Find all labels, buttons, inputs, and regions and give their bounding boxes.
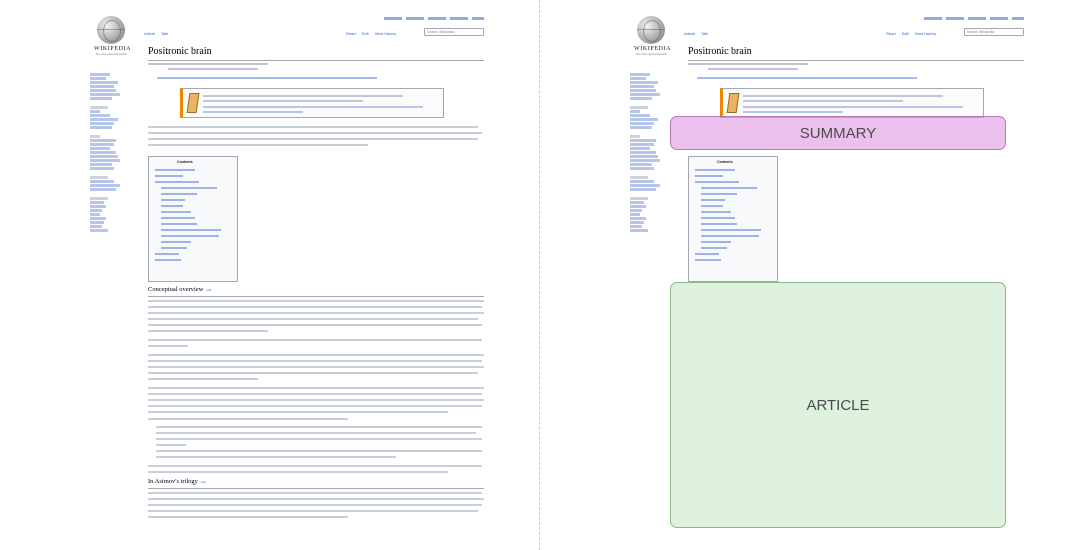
text-line: [148, 330, 268, 332]
sidebar-item[interactable]: [90, 93, 120, 96]
text-line: [148, 387, 484, 389]
toc-entry[interactable]: [155, 169, 195, 171]
sidebar-navigation: [90, 73, 134, 100]
text-line: [148, 393, 482, 395]
sidebar-navigation: [630, 73, 674, 100]
hatnote-link[interactable]: [697, 77, 917, 79]
toc-entry[interactable]: [701, 211, 731, 213]
sidebar-heading: [630, 197, 648, 200]
sidebar-item[interactable]: [90, 114, 110, 117]
text-line: [148, 138, 478, 140]
notice-line: [743, 100, 903, 102]
sidebar-item[interactable]: [90, 73, 110, 76]
hatnote: [154, 76, 474, 80]
sidebar-heading: [90, 197, 108, 200]
sidebar-item[interactable]: [90, 126, 112, 129]
redirect-line: [168, 68, 258, 70]
section-divider: [148, 488, 484, 489]
sidebar-item[interactable]: [630, 217, 646, 220]
sidebar-item[interactable]: [630, 73, 650, 76]
sidebar-item[interactable]: [90, 143, 114, 146]
text-line: [148, 360, 482, 362]
sidebar-item[interactable]: [90, 217, 106, 220]
sidebar-item[interactable]: [90, 147, 110, 150]
article-label: ARTICLE: [806, 396, 870, 414]
right-annotated-pane: [540, 0, 1080, 550]
toc-entry[interactable]: [161, 193, 197, 195]
section-edit-link[interactable]: edit: [200, 480, 206, 484]
tab-edit[interactable]: Edit: [361, 31, 369, 36]
sidebar-item[interactable]: [90, 89, 116, 92]
text-line: [148, 366, 484, 368]
text-line: [156, 432, 476, 434]
text-line: [156, 450, 482, 452]
sidebar-item[interactable]: [90, 159, 120, 162]
text-line: [148, 471, 448, 473]
notice-line: [743, 95, 943, 97]
title-divider: [148, 60, 484, 61]
sidebar-item[interactable]: [90, 188, 116, 191]
from-wikipedia-line: [688, 63, 808, 65]
section-divider: [148, 296, 484, 297]
logo-tagline: The Free Encyclopedia: [635, 52, 667, 56]
notice-line: [743, 106, 963, 108]
logo-tagline: The Free Encyclopedia: [95, 52, 127, 56]
sidebar-languages: [630, 197, 674, 232]
tab-view-history[interactable]: View history: [374, 31, 397, 36]
toc-entry[interactable]: [161, 199, 185, 201]
citation-notice-box: [720, 88, 984, 118]
section-edit-link[interactable]: edit: [206, 288, 212, 292]
logo-wordmark: WIKIPEDIA: [94, 46, 132, 52]
text-line: [156, 438, 482, 440]
sidebar-item[interactable]: [630, 81, 658, 84]
sidebar-item[interactable]: [630, 110, 640, 113]
wikipedia-logo[interactable]: [94, 16, 132, 56]
sidebar-item[interactable]: [630, 180, 654, 183]
tab-view-history[interactable]: View history: [914, 31, 937, 36]
sidebar-item[interactable]: [630, 188, 656, 191]
sidebar-item[interactable]: [630, 147, 650, 150]
notice-line: [203, 100, 363, 102]
sidebar-heading: [630, 106, 648, 109]
sidebar-item[interactable]: [630, 205, 646, 208]
toc-entry[interactable]: [161, 223, 197, 225]
from-wikipedia-line: [148, 63, 268, 65]
globe-icon: [97, 16, 125, 44]
user-links[interactable]: [924, 17, 1024, 20]
tab-read[interactable]: Read: [346, 31, 356, 36]
text-line: [148, 300, 484, 302]
sidebar-item[interactable]: [630, 229, 648, 232]
sidebar-item[interactable]: [630, 114, 650, 117]
toc-entry[interactable]: [695, 259, 721, 261]
sidebar-item[interactable]: [90, 155, 118, 158]
tab-article[interactable]: Article: [144, 31, 156, 36]
text-line: [148, 339, 482, 341]
sidebar-heading: [630, 176, 648, 179]
page-title: Positronic brain: [688, 46, 752, 57]
text-line: [148, 324, 482, 326]
sidebar-item[interactable]: [630, 225, 642, 228]
wikipedia-logo[interactable]: [634, 16, 672, 56]
notice-line: [203, 95, 403, 97]
hatnote-link[interactable]: [157, 77, 377, 79]
tab-edit[interactable]: Edit: [901, 31, 909, 36]
toc-entry[interactable]: [701, 205, 723, 207]
tab-talk[interactable]: Talk: [701, 31, 709, 36]
notice-line: [203, 106, 423, 108]
sidebar-item[interactable]: [90, 163, 112, 166]
sidebar-item[interactable]: [630, 139, 656, 142]
tab-read[interactable]: Read: [886, 31, 896, 36]
sidebar-item[interactable]: [90, 118, 118, 121]
sidebar-item[interactable]: [90, 97, 112, 100]
user-links[interactable]: [384, 17, 484, 20]
sidebar-contribute: [630, 106, 674, 129]
sidebar-contribute: [90, 106, 134, 129]
text-line: [148, 492, 482, 494]
toc-entry[interactable]: [701, 187, 757, 189]
text-line: [148, 405, 482, 407]
toc-entry[interactable]: [695, 253, 719, 255]
text-line: [148, 345, 188, 347]
toc-entry[interactable]: [701, 223, 737, 225]
tab-article[interactable]: Article: [684, 31, 696, 36]
section-heading: [148, 286, 211, 293]
sidebar-heading: [630, 135, 640, 138]
toc-entry[interactable]: [155, 253, 179, 255]
sidebar-item[interactable]: [90, 205, 106, 208]
toc-entry[interactable]: [155, 259, 181, 261]
section-heading-text: Conceptual overview: [148, 286, 204, 293]
toc-entry[interactable]: [161, 229, 221, 231]
toc-entry[interactable]: [161, 217, 195, 219]
sidebar-item[interactable]: [90, 81, 118, 84]
sidebar-print: [630, 176, 674, 191]
sidebar-item[interactable]: [630, 97, 652, 100]
sidebar-item[interactable]: [630, 126, 652, 129]
toc-entry[interactable]: [155, 181, 199, 183]
text-line: [148, 144, 368, 146]
sidebar-item[interactable]: [630, 89, 656, 92]
view-tabs: [346, 31, 401, 36]
text-line: [156, 456, 396, 458]
toc-title: Contents: [717, 160, 733, 164]
toc-entry[interactable]: [161, 247, 187, 249]
text-line: [148, 510, 478, 512]
text-line: [148, 372, 478, 374]
toc-entry[interactable]: [701, 247, 727, 249]
sidebar-item[interactable]: [630, 77, 646, 80]
sidebar-tools: [90, 135, 134, 170]
text-line: [148, 516, 348, 518]
text-line: [148, 465, 482, 467]
sidebar-item[interactable]: [90, 225, 102, 228]
sidebar: [90, 72, 134, 238]
sidebar-item[interactable]: [90, 180, 114, 183]
sidebar-item[interactable]: [90, 201, 104, 204]
sidebar-item[interactable]: [630, 85, 654, 88]
sidebar-item[interactable]: [90, 110, 100, 113]
toc-entry[interactable]: [161, 241, 191, 243]
sidebar-print: [90, 176, 134, 191]
toc-entry[interactable]: [155, 175, 183, 177]
toc-entry[interactable]: [695, 169, 735, 171]
sidebar-item[interactable]: [630, 213, 640, 216]
tab-talk[interactable]: Talk: [161, 31, 169, 36]
toc-entry[interactable]: [701, 229, 761, 231]
sidebar-item[interactable]: [630, 151, 656, 154]
text-line: [148, 504, 482, 506]
logo-wordmark: WIKIPEDIA: [634, 46, 672, 52]
hatnote: [694, 76, 1014, 80]
sidebar-heading: [90, 106, 108, 109]
scales-icon: [727, 93, 740, 113]
sidebar: [630, 72, 674, 238]
toc-entry[interactable]: [701, 199, 725, 201]
sidebar-item[interactable]: [630, 143, 654, 146]
table-of-contents: [148, 156, 238, 282]
text-line: [148, 418, 348, 420]
namespace-tabs: [144, 31, 173, 36]
text-line: [148, 498, 484, 500]
toc-entry[interactable]: [695, 175, 723, 177]
article-annotation: [670, 282, 1006, 528]
sidebar-item[interactable]: [630, 122, 654, 125]
sidebar-item[interactable]: [630, 184, 660, 187]
toc-entry[interactable]: [161, 205, 183, 207]
sidebar-item[interactable]: [90, 213, 100, 216]
sidebar-item[interactable]: [90, 151, 116, 154]
toc-entry[interactable]: [701, 217, 735, 219]
sidebar-item[interactable]: [630, 221, 644, 224]
sidebar-item[interactable]: [90, 229, 108, 232]
text-line: [148, 318, 478, 320]
toc-entry[interactable]: [161, 187, 217, 189]
toc-entry[interactable]: [161, 211, 191, 213]
search-input[interactable]: Search Wikipedia: [964, 28, 1024, 36]
text-line: [148, 306, 482, 308]
toc-entry[interactable]: [161, 235, 219, 237]
text-line: [148, 411, 448, 413]
sidebar-languages: [90, 197, 134, 232]
text-line: [148, 378, 258, 380]
sidebar-item[interactable]: [630, 201, 644, 204]
title-divider: [688, 60, 1024, 61]
sidebar-item[interactable]: [90, 221, 104, 224]
sidebar-heading: [90, 135, 100, 138]
toc-title: Contents: [177, 160, 193, 164]
section-heading-text: In Asimov's trilogy: [148, 478, 198, 485]
sidebar-item[interactable]: [90, 77, 106, 80]
sidebar-tools: [630, 135, 674, 170]
sidebar-item[interactable]: [630, 93, 660, 96]
search-input[interactable]: Search Wikipedia: [424, 28, 484, 36]
toc-entry[interactable]: [701, 241, 731, 243]
toc-entry[interactable]: [701, 235, 759, 237]
notice-line: [203, 111, 303, 113]
text-line: [148, 354, 484, 356]
wikipedia-page: [84, 6, 494, 531]
toc-entry[interactable]: [701, 193, 737, 195]
sidebar-item[interactable]: [630, 118, 658, 121]
text-line: [156, 426, 482, 428]
text-line: [148, 132, 482, 134]
text-line: [148, 126, 478, 128]
text-line: [148, 312, 484, 314]
table-of-contents: [688, 156, 778, 282]
sidebar-item[interactable]: [90, 139, 116, 142]
citation-notice-box: [180, 88, 444, 118]
sidebar-item[interactable]: [90, 184, 120, 187]
sidebar-item[interactable]: [90, 167, 114, 170]
view-tabs: [886, 31, 941, 36]
scales-icon: [187, 93, 200, 113]
redirect-line: [708, 68, 798, 70]
summary-annotation: [670, 116, 1006, 150]
sidebar-item[interactable]: [90, 85, 114, 88]
section-heading: [148, 478, 206, 485]
sidebar-item[interactable]: [90, 122, 114, 125]
toc-entry[interactable]: [695, 181, 739, 183]
text-line: [148, 399, 484, 401]
globe-icon: [637, 16, 665, 44]
sidebar-item[interactable]: [630, 163, 652, 166]
sidebar-item[interactable]: [630, 155, 658, 158]
sidebar-item[interactable]: [90, 209, 102, 212]
sidebar-item[interactable]: [630, 167, 654, 170]
sidebar-item[interactable]: [630, 159, 660, 162]
text-line: [156, 444, 186, 446]
sidebar-item[interactable]: [630, 209, 642, 212]
summary-label: SUMMARY: [799, 124, 877, 142]
sidebar-heading: [90, 176, 108, 179]
page-title: Positronic brain: [148, 46, 212, 57]
namespace-tabs: [684, 31, 713, 36]
notice-line: [743, 111, 843, 113]
